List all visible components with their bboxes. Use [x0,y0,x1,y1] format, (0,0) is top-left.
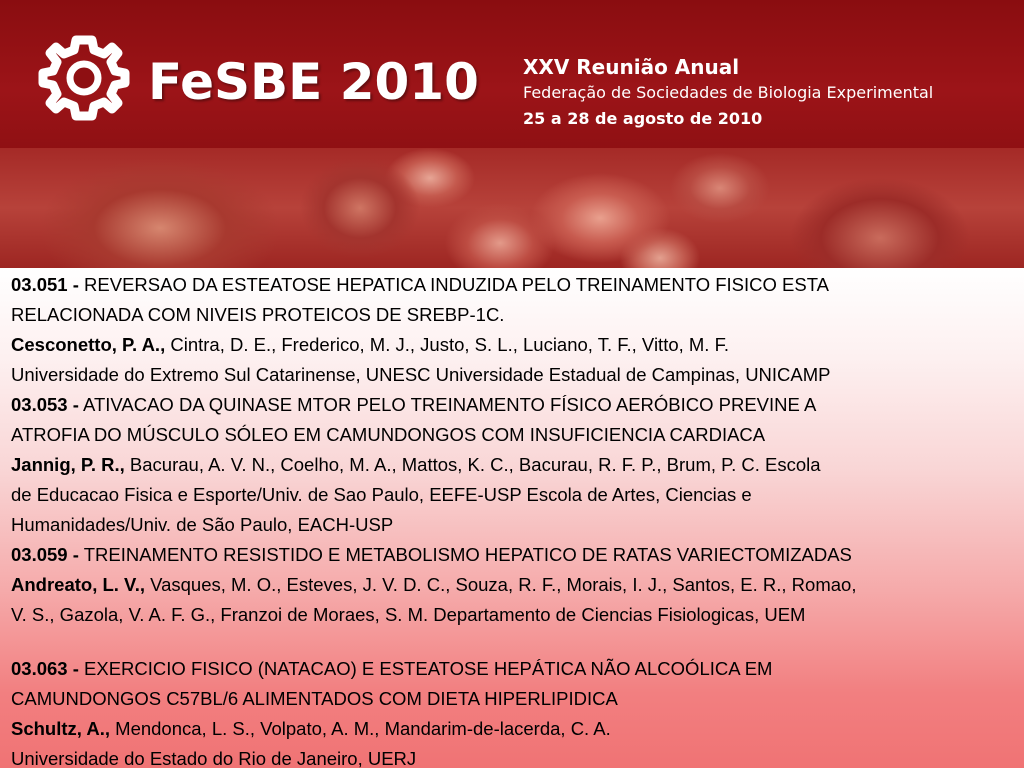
abstract-authors [11,450,1021,480]
abstract-title: ATIVACAO DA QUINASE MTOR PELO TREINAMENTO FÍSICO AERÓBICO PREVINE A [83,394,817,415]
abstract-code: 03.059 - [11,544,79,565]
first-author: Jannig, P. R., [11,454,125,475]
abstract-title-line: ATROFIA DO MÚSCULO SÓLEO EM CAMUNDONGOS COM INSUFICIENCIA CARDIACA [11,424,766,445]
abstracts-panel [0,268,1024,768]
abstract-title: EXERCICIO FISICO (NATACAO) E ESTEATOSE HEPÁTICA NÃO ALCOÓLICA EM [84,658,773,679]
abstract-title-line [11,270,1021,300]
abstract-item [11,540,1021,630]
abstract-title-line [11,540,1021,570]
abstract-title-line [11,390,1021,420]
abstract-affiliation: Humanidades/Univ. de São Paulo, EACH-USP [11,514,394,535]
first-author: Andreato, L. V., [11,574,145,595]
co-authors: Cintra, D. E., Frederico, M. J., Justo, S. L., Luciano, T. F., Vitto, M. F. [165,334,729,355]
abstract-title-line: RELACIONADA COM NIVEIS PROTEICOS DE SREBP-1C. [11,304,505,325]
abstract-authors [11,714,1021,744]
co-authors: Mendonca, L. S., Volpato, A. M., Mandarim-de-lacerda, C. A. [110,718,611,739]
abstract-affiliation: Universidade do Estado do Rio de Janeiro, UERJ [11,748,417,768]
header-banner [0,0,1024,268]
first-author: Cesconetto, P. A., [11,334,166,355]
abstract-affiliation: Universidade do Extremo Sul Catarinense, UNESC Universidade Estadual de Campinas, UNICAMP [11,364,831,385]
co-authors: Vasques, M. O., Esteves, J. V. D. C., Souza, R. F., Morais, I. J., Santos, E. R., Romao, [144,574,857,595]
co-authors: Bacurau, A. V. N., Coelho, M. A., Mattos, K. C., Bacurau, R. F. P., Brum, P. C. Escola [124,454,821,475]
abstract-code: 03.051 - [11,274,79,295]
abstract-affiliation: V. S., Gazola, V. A. F. G., Franzoi de Moraes, S. M. Departamento de Ciencias Fisiologicas, UEM [11,604,806,625]
abstract-affiliation: de Educacao Fisica e Esporte/Univ. de Sao Paulo, EEFE-USP Escola de Artes, Ciencias e [11,484,752,505]
abstract-item [11,270,1021,390]
abstract-authors [11,330,1021,360]
logo-text: FeSBE 2010 [148,53,479,111]
abstract-title: REVERSAO DA ESTEATOSE HEPATICA INDUZIDA PELO TREINAMENTO FISICO ESTA [84,274,829,295]
conference-dates: 25 a 28 de agosto de 2010 [523,109,763,128]
logo [34,28,479,128]
spacer [11,630,1021,654]
abstract-code: 03.053 - [11,394,79,415]
abstract-code: 03.063 - [11,658,79,679]
abstract-title-line [11,654,1021,684]
abstract-item [11,654,1021,768]
abstract-item [11,390,1021,540]
abstract-list [11,270,1021,768]
conference-info [523,54,933,132]
gear-logo-icon [34,28,134,128]
abstract-authors [11,570,1021,600]
first-author: Schultz, A., [11,718,111,739]
abstract-title-line: CAMUNDONGOS C57BL/6 ALIMENTADOS COM DIETA HIPERLIPIDICA [11,688,618,709]
abstract-title: TREINAMENTO RESISTIDO E METABOLISMO HEPATICO DE RATAS VARIECTOMIZADAS [83,544,852,565]
banner-micrograph-image [0,148,1024,268]
federation-name: Federação de Sociedades de Biologia Experimental [523,83,934,102]
conference-title: XXV Reunião Anual [523,55,740,79]
